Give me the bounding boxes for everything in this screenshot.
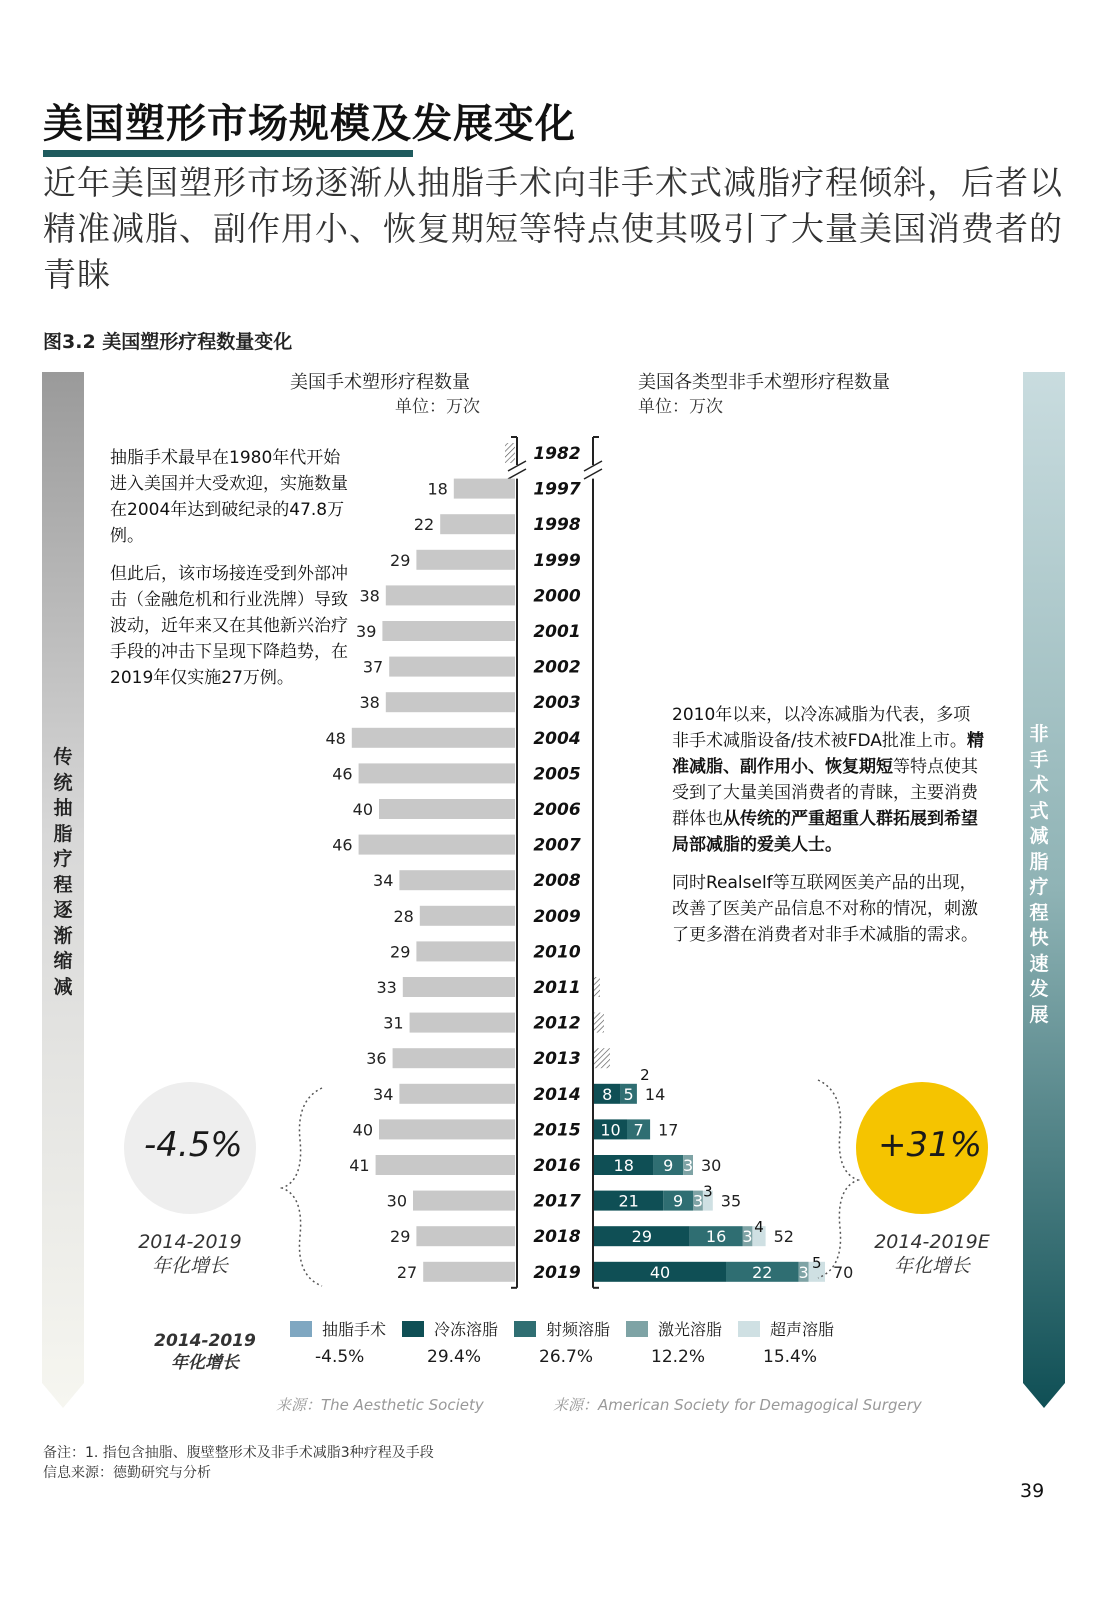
year-label: 1999 [533,550,581,571]
segment-label: 5 [811,1253,822,1272]
nonsurgical-total-label: 70 [833,1262,854,1282]
segment-label: 4 [754,1218,764,1237]
legend-cagr-value: -4.5% [315,1347,365,1367]
year-label: 2000 [533,586,581,607]
left-notes [110,445,350,703]
right-note-1 [672,702,987,858]
segment-label: 21 [618,1191,639,1211]
segment-label: 29 [631,1227,653,1247]
legend-swatch [626,1321,648,1337]
nonsurgical-total-label: 52 [773,1227,794,1247]
year-label: 2005 [533,764,581,785]
left-band-label: 传统抽脂疗程逐渐缩减 [53,746,73,998]
left-note-1: 抽脂手术最早在1980年代开始进入美国并大受欢迎，实施数量在2004年达到破纪录的47.8万例。 [110,448,348,546]
figure-title: 图3.2 美国塑形疗程数量变化 [43,331,293,353]
surgical-bar-label: 40 [352,1120,373,1140]
axis-break-mark [508,469,526,479]
left-panel-header: 美国手术塑形疗程数量 [290,372,470,393]
year-label: 2014 [533,1084,581,1105]
year-label: 1982 [533,444,581,464]
nonsurgical-bar-hatched [594,1013,604,1033]
left-cagr-caption-years: 2014-2019 [138,1231,242,1253]
segment-top-label: 2 [640,1065,650,1084]
nonsurgical-bar-hatched [594,1048,610,1068]
footnote-source: 信息来源：德勤研究与分析 [43,1465,211,1481]
surgical-bar-label: 31 [383,1013,404,1033]
segment-label: 22 [752,1262,773,1282]
surgical-bar [416,1226,515,1246]
year-label: 2010 [533,942,581,963]
surgical-bar-label: 41 [349,1156,370,1175]
surgical-bar-label: 38 [359,586,380,606]
legend-label: 激光溶脂 [658,1320,723,1339]
year-label: 2004 [533,728,581,749]
year-label: 2007 [533,835,581,856]
year-label: 2015 [533,1120,581,1141]
segment-label: 16 [705,1227,727,1247]
surgical-bar [416,941,515,961]
surgical-bar [399,1084,515,1104]
right-panel-unit: 单位：万次 [638,397,723,417]
right-note-1-bold1: 精准减脂、副作用小、恢复期短 [672,731,984,777]
page-title: 美国塑形市场规模及发展变化 [43,101,576,147]
legend-cagr-value: 15.4% [763,1347,818,1367]
right-cagr-caption-label: 年化增长 [893,1255,970,1277]
legend-caption [150,1330,260,1374]
legend-cagr-value: 26.7% [539,1347,594,1367]
year-label: 1997 [533,479,581,500]
surgical-bar [359,835,515,855]
legend-item [402,1317,498,1340]
segment-label: 40 [649,1262,671,1282]
year-label: 2002 [533,657,581,678]
surgical-bar [410,1013,515,1033]
year-label: 2006 [533,800,581,820]
segment-label: 8 [602,1084,613,1104]
legend-swatch [402,1321,424,1337]
surgical-bar-label: 39 [356,622,377,641]
year-label: 2016 [533,1156,581,1176]
right-note-2: 同时Realself等互联网医美产品的出现，改善了医美产品信息不对称的情况，刺激了更多潜在消费者对非手术减脂的需求。 [672,873,978,945]
page-subtitle: 近年美国塑形市场逐渐从抽脂手术向非手术式减脂疗程倾斜，后者以精准减脂、副作用小、恢复期短等特点使其吸引了大量美国消费者的青睐 [43,163,1063,294]
legend-caption-years: 2014-2019 [154,1331,256,1351]
year-label: 2001 [533,622,581,642]
year-label: 1998 [533,515,581,536]
page-number: 39 [1020,1480,1045,1502]
right-cagr-value: +31% [878,1125,983,1165]
nonsurgical-total-label: 14 [644,1084,666,1104]
surgical-bar [423,1262,515,1282]
surgical-bar-label: 48 [325,728,346,748]
surgical-bar [386,585,515,605]
right-note-1-part2: 等特点使其受到了大量美国消费者的青睐，主要消费群体也 [672,757,978,829]
left-note-2: 但此后，该市场接连受到外部冲击（金融危机和行业洗牌）导致波动，近年来又在其他新兴治疗手段的冲击下呈现下降趋势，在2019年仅实施27万例。 [110,564,348,688]
segment-label: 18 [613,1156,634,1175]
surgical-bar [413,1191,515,1211]
year-label: 2017 [533,1191,581,1212]
surgical-bar [376,1155,515,1175]
surgical-bar-hatched [505,443,515,463]
legend-label: 抽脂手术 [322,1320,387,1339]
surgical-bar [403,977,515,997]
surgical-bar [386,692,515,712]
right-cagr-caption-years: 2014-2019E [874,1231,990,1253]
legend-cagr-value: 12.2% [651,1347,706,1367]
right-notes [672,702,987,960]
year-label: 2009 [533,906,581,927]
surgical-bar [379,1119,515,1139]
year-label: 2003 [533,693,581,714]
segment-label: 3 [692,1191,704,1211]
surgical-bar-label: 28 [393,906,414,926]
left-panel-unit: 单位：万次 [395,397,480,417]
surgical-bar-label: 29 [390,550,411,570]
surgical-bar-label: 29 [390,1227,411,1247]
surgical-bar-label: 38 [359,693,380,713]
left-cagr-value: -4.5% [144,1125,243,1165]
legend-item [738,1317,834,1340]
segment-label: 3 [742,1227,753,1247]
right-note-1-part1: 2010年以来，以冷冻减脂为代表，多项非手术减脂设备/技术被FDA批准上市。 [672,705,971,751]
legend-item [626,1317,722,1340]
year-label: 2019 [533,1262,581,1283]
surgical-bar-label: 22 [413,515,435,535]
surgical-bar-label: 46 [332,835,353,855]
surgical-bar [416,550,515,570]
surgical-bar [379,799,515,819]
legend-label: 冷冻溶脂 [434,1320,499,1339]
footnote-remark: 备注：1. 指包含抽脂、腹壁整形术及非手术减脂3种疗程及手段 [43,1445,434,1461]
surgical-bar [454,479,515,499]
surgical-bar [393,1048,515,1068]
footnote [43,1443,434,1483]
segment-label: 3 [703,1182,713,1201]
surgical-bar [359,763,515,783]
surgical-bar [389,657,515,677]
right-panel-header: 美国各类型非手术塑形疗程数量 [638,372,890,393]
segment-label: 5 [623,1084,634,1104]
year-label: 2013 [533,1049,581,1070]
right-band-label: 非手术式减脂疗程快速发展 [1029,723,1049,1026]
year-label: 2018 [533,1227,581,1248]
legend-swatch [514,1321,536,1337]
surgical-bar-label: 33 [376,978,397,997]
surgical-bar-label: 29 [390,942,411,962]
legend-swatch [738,1321,760,1337]
surgical-bar [399,870,515,890]
left-cagr-caption [120,1230,260,1278]
segment-label: 3 [682,1156,694,1175]
right-source: 来源：American Society for Demagogical Surgery [553,1396,922,1414]
left-source: 来源：The Aesthetic Society [276,1396,484,1414]
legend-label: 射频溶脂 [546,1320,611,1339]
right-cagr-caption [852,1230,1012,1278]
surgical-bar-label: 37 [362,657,384,677]
segment-label: 10 [600,1120,621,1140]
segment-label: 9 [663,1156,674,1175]
legend-item [290,1317,386,1340]
surgical-bar-label: 36 [366,1049,387,1069]
nonsurgical-total-label: 35 [720,1191,742,1211]
right-note-1-bold2: 从传统的严重超重人群拓展到希望局部减脂的爱美人士。 [672,809,978,855]
left-brace [282,1088,322,1286]
segment-label: 7 [633,1120,644,1140]
axis-break-mark [584,469,602,479]
segment-label: 9 [673,1191,684,1211]
surgical-bar-label: 40 [352,800,373,819]
legend-caption-label: 年化增长 [171,1353,239,1373]
year-label: 2008 [533,871,581,892]
year-label: 2012 [533,1013,581,1034]
surgical-bar-label: 34 [373,1084,394,1104]
surgical-bar [440,514,515,534]
legend-item [514,1317,610,1340]
legend-label: 超声溶脂 [770,1320,835,1339]
year-label: 2011 [533,978,581,998]
surgical-bar-label: 34 [373,871,394,891]
surgical-bar [352,728,515,748]
surgical-bar [382,621,515,641]
surgical-bar-label: 27 [396,1262,418,1282]
nonsurgical-total-label: 30 [701,1156,722,1175]
nonsurgical-bar-hatched [594,977,600,997]
surgical-bar [420,906,515,926]
surgical-bar-label: 18 [427,479,448,499]
legend-swatch [290,1321,312,1337]
legend-cagr-value: 29.4% [427,1347,482,1367]
surgical-bar-label: 30 [386,1191,407,1211]
nonsurgical-total-label: 17 [658,1120,679,1140]
left-cagr-caption-label: 年化增长 [151,1255,228,1277]
segment-label: 3 [798,1262,809,1282]
surgical-bar-label: 46 [332,764,353,784]
